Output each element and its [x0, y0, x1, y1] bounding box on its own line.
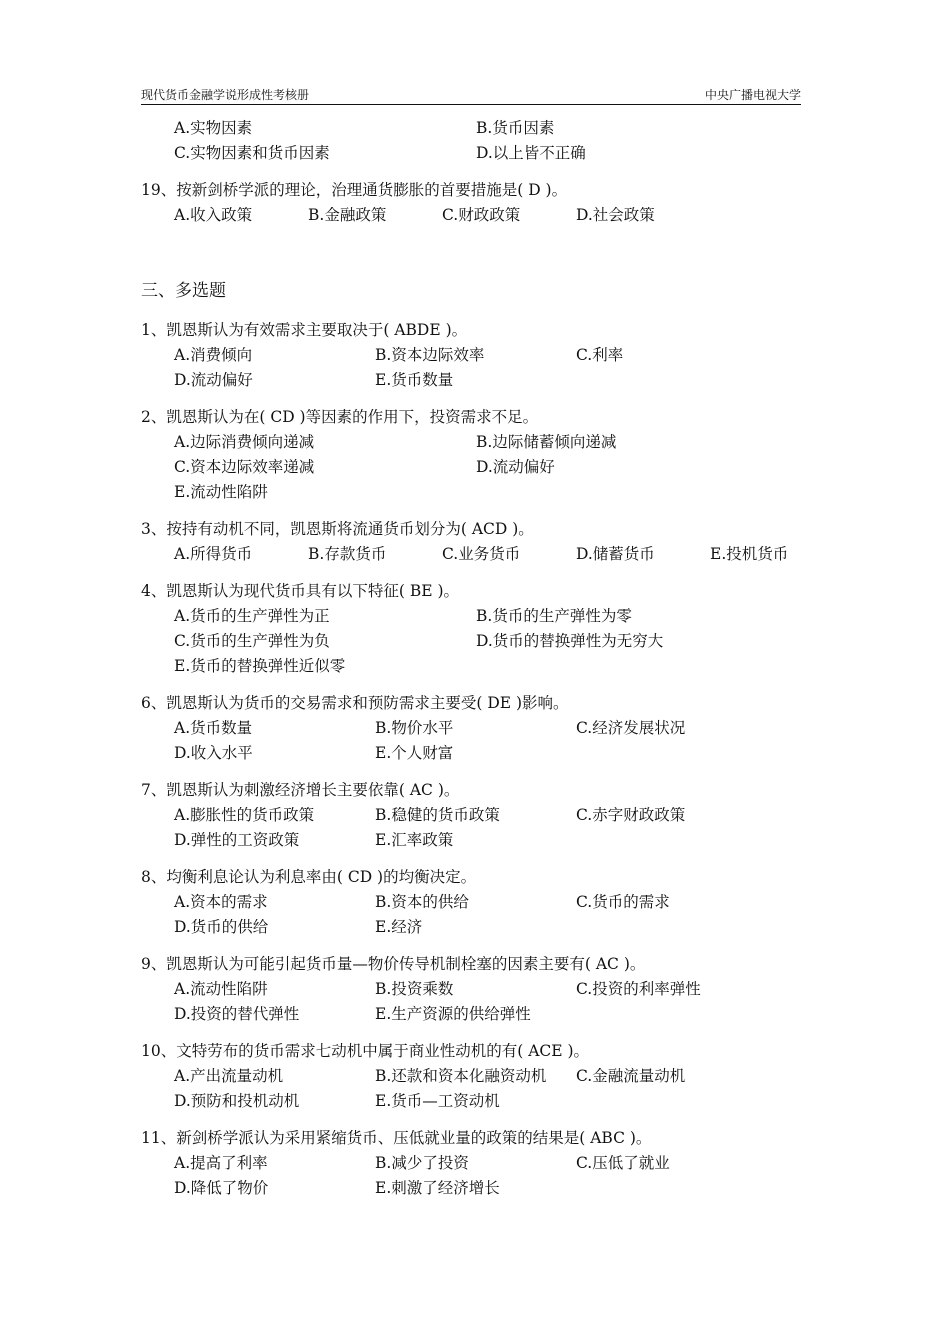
- section-title: 三、多选题: [141, 281, 226, 301]
- option-a: A.产出流量动机: [174, 1067, 284, 1085]
- question-3: [141, 517, 811, 567]
- option-d: D.预防和投机动机: [174, 1092, 300, 1110]
- option-a: A.边际消费倾向递减: [174, 433, 315, 451]
- question-stem: 10、文特劳布的货币需求七动机中属于商业性动机的有( ACE )。: [141, 1042, 590, 1060]
- question-4: [141, 579, 811, 679]
- option-d: D.弹性的工资政策: [174, 831, 300, 849]
- question-stem: 4、凯恩斯认为现代货币具有以下特征( BE )。: [141, 582, 460, 600]
- option-a: A.货币数量: [174, 719, 253, 737]
- option-c: C.业务货币: [442, 545, 521, 563]
- option-e: E.流动性陷阱: [174, 483, 268, 501]
- option-e: E.货币的替换弹性近似零: [174, 657, 346, 675]
- option-c: C.经济发展状况: [576, 719, 686, 737]
- question-11: [141, 1126, 811, 1201]
- option-c: C.货币的生产弹性为负: [174, 632, 330, 650]
- option-a: A.资本的需求: [174, 893, 268, 911]
- option-b: B.边际储蓄倾向递减: [476, 433, 617, 451]
- question-stem: 19、按新剑桥学派的理论，治理通货膨胀的首要措施是( D )。: [141, 181, 568, 199]
- question-7: [141, 778, 811, 853]
- question-stem: 2、凯恩斯认为在( CD )等因素的作用下，投资需求不足。: [141, 408, 539, 426]
- question-stem: 8、均衡利息论认为利息率由( CD )的均衡决定。: [141, 868, 477, 886]
- option-b: B.还款和资本化融资动机: [375, 1067, 547, 1085]
- question-19: [141, 178, 811, 228]
- option-d: D.货币的供给: [174, 918, 269, 936]
- option-a: A.实物因素: [174, 119, 253, 137]
- page-content: [141, 116, 811, 1201]
- prev-question-options: [141, 116, 811, 166]
- question-stem: 6、凯恩斯认为货币的交易需求和预防需求主要受( DE )影响。: [141, 694, 569, 712]
- option-a: A.膨胀性的货币政策: [174, 806, 315, 824]
- option-e: E.货币—工资动机: [375, 1092, 500, 1110]
- option-d: D.收入水平: [174, 744, 253, 762]
- option-e: E.投机货币: [710, 545, 789, 563]
- option-a: A.收入政策: [174, 206, 253, 224]
- question-8: [141, 865, 811, 940]
- question-1: [141, 318, 811, 393]
- option-c: C.压低了就业: [576, 1154, 670, 1172]
- option-e: E.汇率政策: [375, 831, 454, 849]
- option-d: D.以上皆不正确: [476, 144, 586, 162]
- option-d: D.流动偏好: [476, 458, 555, 476]
- option-a: A.货币的生产弹性为正: [174, 607, 330, 625]
- question-stem: 9、凯恩斯认为可能引起货币量—物价传导机制栓塞的因素主要有( AC )。: [141, 955, 646, 973]
- option-d: D.流动偏好: [174, 371, 253, 389]
- option-d: D.降低了物价: [174, 1179, 269, 1197]
- option-d: D.社会政策: [576, 206, 655, 224]
- option-a: A.流动性陷阱: [174, 980, 268, 998]
- option-c: C.利率: [576, 346, 624, 364]
- option-a: A.消费倾向: [174, 346, 253, 364]
- option-a: A.所得货币: [174, 545, 253, 563]
- question-6: [141, 691, 811, 766]
- option-d: D.储蓄货币: [576, 545, 655, 563]
- option-b: B.货币因素: [476, 119, 555, 137]
- page-header: [141, 88, 801, 105]
- option-a: A.提高了利率: [174, 1154, 268, 1172]
- question-10: [141, 1039, 811, 1114]
- question-stem: 1、凯恩斯认为有效需求主要取决于( ABDE )。: [141, 321, 468, 339]
- question-stem: 11、新剑桥学派认为采用紧缩货币、压低就业量的政策的结果是( ABC )。: [141, 1129, 652, 1147]
- option-b: B.减少了投资: [375, 1154, 469, 1172]
- option-e: E.生产资源的供给弹性: [375, 1005, 531, 1023]
- option-b: B.金融政策: [308, 206, 387, 224]
- question-stem: 3、按持有动机不同，凯恩斯将流通货币划分为( ACD )。: [141, 520, 534, 538]
- option-c: C.金融流量动机: [576, 1067, 686, 1085]
- option-b: B.存款货币: [308, 545, 387, 563]
- option-d: D.投资的替代弹性: [174, 1005, 300, 1023]
- option-d: D.货币的替换弹性为无穷大: [476, 632, 664, 650]
- option-b: B.投资乘数: [375, 980, 454, 998]
- option-c: C.货币的需求: [576, 893, 670, 911]
- header-right-institution: 中央广播电视大学: [704, 88, 801, 102]
- option-e: E.个人财富: [375, 744, 454, 762]
- option-b: B.资本边际效率: [375, 346, 485, 364]
- question-9: [141, 952, 811, 1027]
- option-c: C.财政政策: [442, 206, 521, 224]
- option-c: C.资本边际效率递减: [174, 458, 315, 476]
- question-stem: 7、凯恩斯认为刺激经济增长主要依靠( AC )。: [141, 781, 460, 799]
- option-c: C.实物因素和货币因素: [174, 144, 330, 162]
- header-left-title: 现代货币金融学说形成性考核册: [141, 88, 310, 102]
- question-2: [141, 405, 811, 505]
- option-b: B.货币的生产弹性为零: [476, 607, 632, 625]
- option-c: C.投资的利率弹性: [576, 980, 701, 998]
- option-b: B.资本的供给: [375, 893, 469, 911]
- option-e: E.货币数量: [375, 371, 454, 389]
- option-e: E.刺激了经济增长: [375, 1179, 500, 1197]
- option-c: C.赤字财政政策: [576, 806, 686, 824]
- option-b: B.稳健的货币政策: [375, 806, 500, 824]
- option-b: B.物价水平: [375, 719, 454, 737]
- option-e: E.经济: [375, 918, 423, 936]
